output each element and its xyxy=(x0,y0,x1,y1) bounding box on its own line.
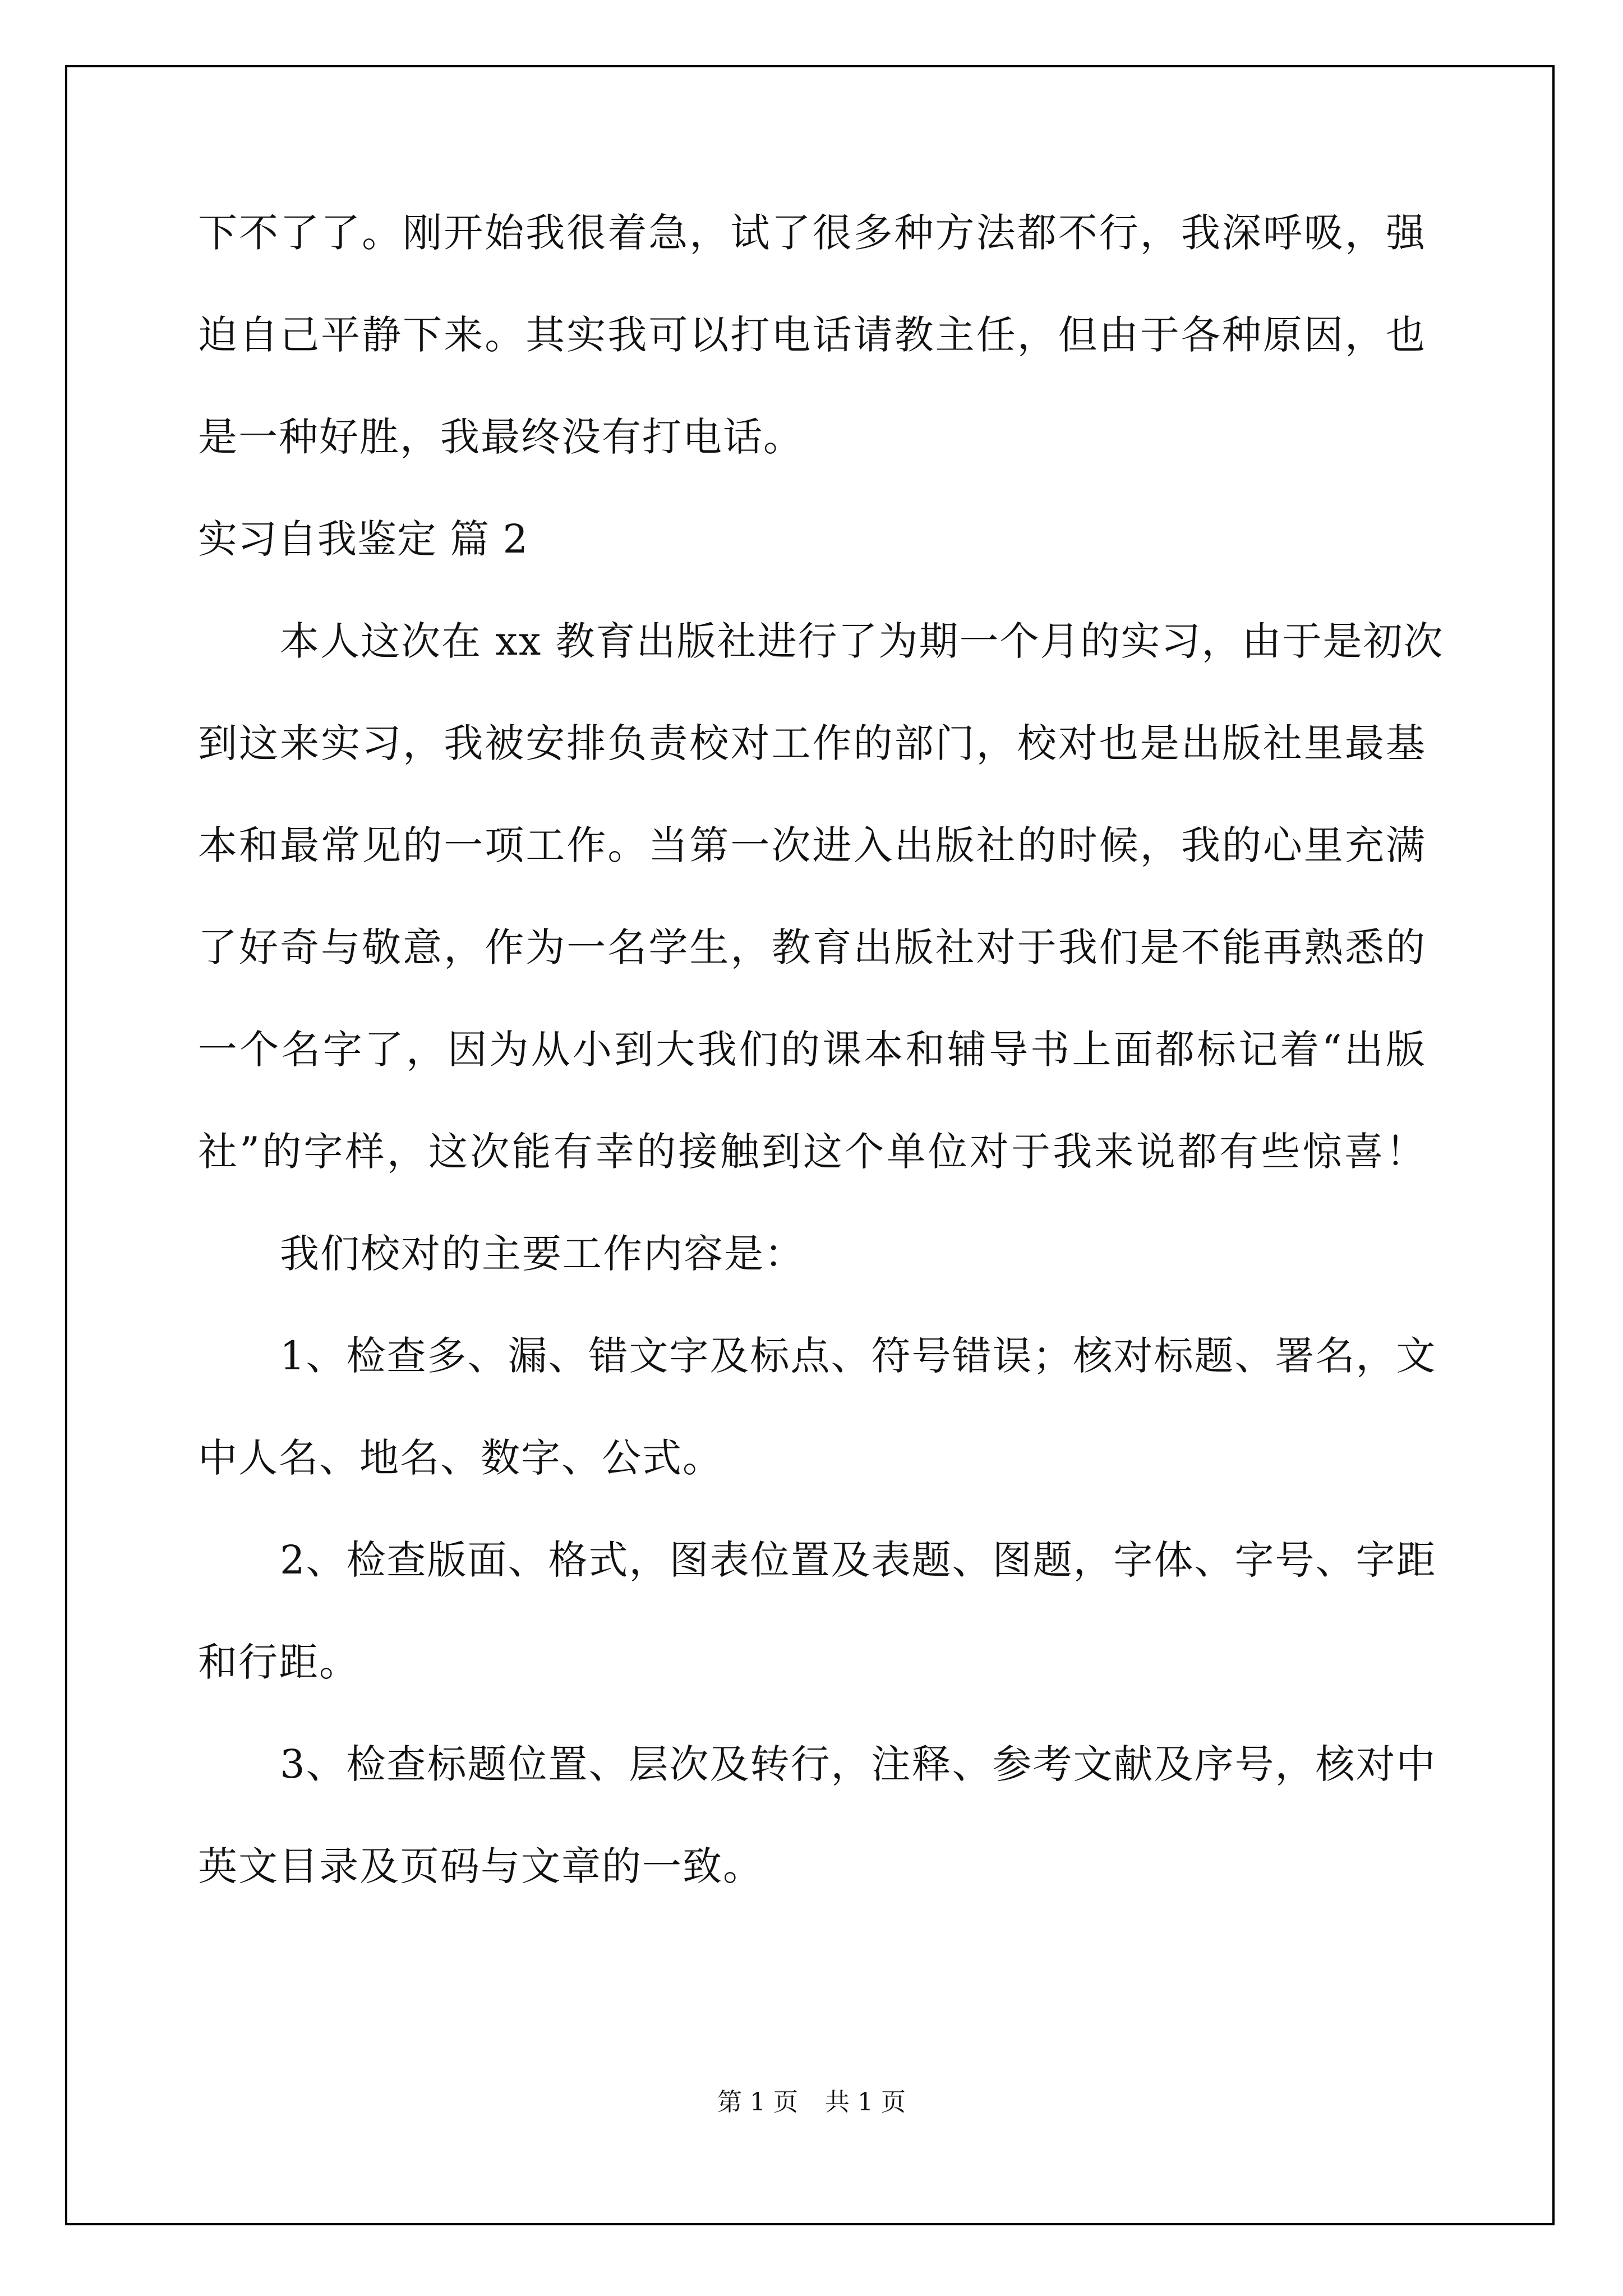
list-item-line: 中人名、地名、数字、公式。 xyxy=(198,1435,723,1481)
page-number: 第 1 页 xyxy=(717,2088,798,2116)
text-line: 社”的字样，这次能有幸的接触到这个单位对于我来说都有些惊喜！ xyxy=(198,1129,1426,1175)
list-item-line: 3、检查标题位置、层次及转行，注释、参考文献及序号，核对中 xyxy=(280,1741,1437,1787)
list-item-line: 1、检查多、漏、错文字及标点、符号错误；核对标题、署名，文 xyxy=(280,1333,1437,1379)
page-total: 共 1 页 xyxy=(825,2088,906,2116)
text-line: 本人这次在 xx 教育出版社进行了为期一个月的实习，由于是初次 xyxy=(280,618,1444,664)
page-footer xyxy=(0,2086,1623,2119)
list-item-line: 和行距。 xyxy=(198,1639,359,1685)
content-intro: 我们校对的主要工作内容是： xyxy=(280,1231,805,1277)
list-item-line: 英文目录及页码与文章的一致。 xyxy=(198,1843,763,1889)
text-line: 迫自己平静下来。其实我可以打电话请教主任，但由于各种原因，也 xyxy=(198,312,1426,358)
section-heading: 实习自我鉴定 篇 2 xyxy=(198,516,529,562)
list-item-line: 2、检查版面、格式，图表位置及表题、图题，字体、字号、字距 xyxy=(280,1537,1437,1583)
text-line: 是一种好胜，我最终没有打电话。 xyxy=(198,414,804,460)
text-line: 到这来实习，我被安排负责校对工作的部门，校对也是出版社里最基 xyxy=(198,720,1426,766)
text-line: 了好奇与敬意，作为一名学生，教育出版社对于我们是不能再熟悉的 xyxy=(198,924,1426,970)
text-line: 一个名字了，因为从小到大我们的课本和辅导书上面都标记着“出版 xyxy=(198,1027,1426,1073)
text-line: 下不了了。刚开始我很着急，试了很多种方法都不行，我深呼吸，强 xyxy=(198,210,1426,256)
text-line: 本和最常见的一项工作。当第一次进入出版社的时候，我的心里充满 xyxy=(198,822,1426,868)
